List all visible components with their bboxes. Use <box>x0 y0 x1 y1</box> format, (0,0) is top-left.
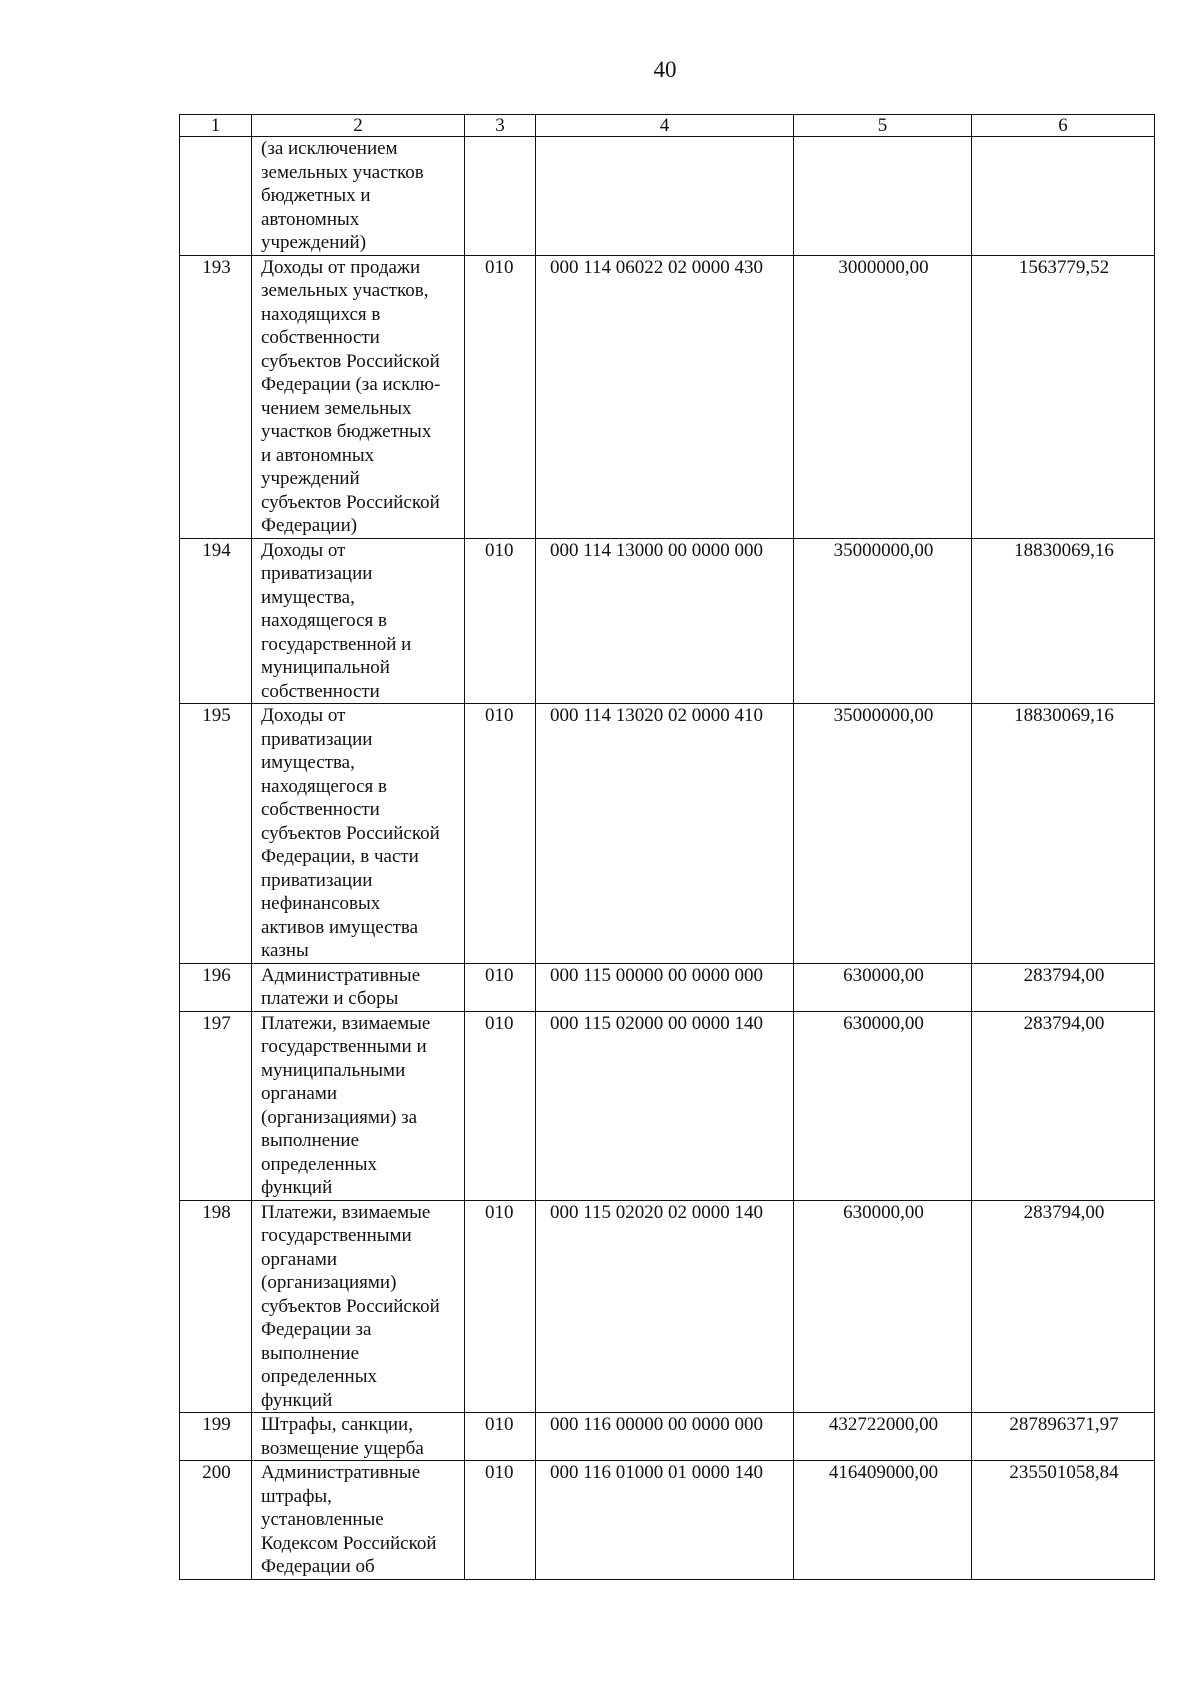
revenue-name-line: чением земельных <box>261 397 412 419</box>
revenue-name-line: штрафы, <box>261 1485 332 1507</box>
revenue-name-line: государственной и <box>261 633 412 655</box>
revenue-name-line: активов имущества <box>261 916 419 938</box>
revenue-name-line: (организациями) за <box>261 1106 418 1128</box>
revenue-name-cell <box>252 1200 465 1413</box>
admin-code-cell: 010 <box>465 538 536 704</box>
revenue-name-line: субъектов Российской <box>261 822 440 844</box>
plan-amount-cell: 630000,00 <box>794 963 972 1011</box>
revenue-name-line: приватизации <box>261 563 373 584</box>
revenue-name-line: государственными и <box>261 1036 427 1057</box>
revenue-name-line: Штрафы, санкции, <box>261 1414 413 1435</box>
row-number-cell <box>180 137 252 256</box>
revenue-name-line: выполнение <box>261 1130 360 1151</box>
column-header: 1 <box>180 115 252 137</box>
revenue-name-line: функций <box>261 1177 333 1198</box>
budget-code-cell <box>536 137 794 256</box>
revenue-name-cell <box>252 1011 465 1200</box>
revenue-name-line: Административные <box>261 964 421 986</box>
revenue-name-line: субъектов Российской <box>261 1295 440 1317</box>
row-number-cell: 196 <box>180 963 252 1011</box>
table-row <box>180 538 1155 704</box>
actual-amount-cell: 18830069,16 <box>972 538 1155 704</box>
revenue-name-line: установленные <box>261 1509 384 1530</box>
revenue-name-line: участков бюджетных <box>261 421 432 442</box>
revenue-name-line: казны <box>261 940 309 961</box>
admin-code-cell: 010 <box>465 1413 536 1461</box>
revenue-name-line: Федерации об <box>261 1556 375 1577</box>
revenue-name-line: и автономных <box>261 444 375 466</box>
revenue-name-line: Кодексом Российской <box>261 1532 437 1554</box>
actual-amount-cell: 18830069,16 <box>972 704 1155 964</box>
actual-amount-cell <box>972 137 1155 256</box>
budget-code-cell: 000 115 02020 02 0000 140 <box>536 1200 794 1413</box>
row-number-cell: 193 <box>180 255 252 538</box>
revenue-name-cell <box>252 255 465 538</box>
table-row <box>180 1011 1155 1200</box>
revenue-name-line: имущества, <box>261 752 355 773</box>
revenue-name-line: учреждений) <box>261 232 367 253</box>
revenue-name-line: нефинансовых <box>261 893 381 914</box>
column-number-row <box>180 115 1155 137</box>
revenue-name-line: субъектов Российской <box>261 350 440 372</box>
row-number-cell: 195 <box>180 704 252 964</box>
plan-amount-cell <box>794 137 972 256</box>
revenue-name-line: выполнение <box>261 1342 360 1364</box>
revenue-name-line: функций <box>261 1389 333 1411</box>
budget-code-cell: 000 115 02000 00 0000 140 <box>536 1011 794 1200</box>
row-number-cell: 198 <box>180 1200 252 1413</box>
revenue-name-line: субъектов Российской <box>261 491 440 513</box>
plan-amount-cell: 630000,00 <box>794 1200 972 1413</box>
revenue-name-line: Платежи, взимаемые <box>261 1201 431 1223</box>
revenue-name-cell <box>252 538 465 704</box>
revenue-name-line: (за исключением <box>261 138 398 159</box>
plan-amount-cell: 35000000,00 <box>794 704 972 964</box>
revenue-name-line: муниципальной <box>261 657 390 678</box>
budget-code-cell: 000 114 13020 02 0000 410 <box>536 704 794 964</box>
row-number-cell: 199 <box>180 1413 252 1461</box>
actual-amount-cell: 283794,00 <box>972 1200 1155 1413</box>
revenue-name-line: Платежи, взимаемые <box>261 1012 431 1034</box>
plan-amount-cell: 35000000,00 <box>794 538 972 704</box>
revenue-name-line: Доходы от <box>261 705 346 726</box>
revenue-name-line: собственности <box>261 680 380 702</box>
revenue-name-cell <box>252 1461 465 1580</box>
plan-amount-cell: 432722000,00 <box>794 1413 972 1461</box>
row-number-cell: 194 <box>180 538 252 704</box>
revenue-name-line: бюджетных и <box>261 185 371 206</box>
revenue-name-line: Федерации за <box>261 1319 372 1340</box>
revenue-name-line: Доходы от <box>261 539 346 561</box>
revenue-name-line: приватизации <box>261 728 373 750</box>
budget-code-cell: 000 116 00000 00 0000 000 <box>536 1413 794 1461</box>
table-row <box>180 1413 1155 1461</box>
revenue-name-line: земельных участков, <box>261 280 429 301</box>
actual-amount-cell: 283794,00 <box>972 1011 1155 1200</box>
table-row <box>180 704 1155 964</box>
budget-code-cell: 000 114 06022 02 0000 430 <box>536 255 794 538</box>
revenue-name-line: определенных <box>261 1153 377 1175</box>
plan-amount-cell: 416409000,00 <box>794 1461 972 1580</box>
revenue-name-line: определенных <box>261 1366 377 1387</box>
revenue-name-line: находящихся в <box>261 303 381 325</box>
column-header: 6 <box>972 115 1155 137</box>
revenue-name-line: органами <box>261 1083 338 1104</box>
budget-code-cell: 000 115 00000 00 0000 000 <box>536 963 794 1011</box>
actual-amount-cell: 1563779,52 <box>972 255 1155 538</box>
revenue-name-line: автономных <box>261 208 360 230</box>
table-row <box>180 1461 1155 1580</box>
revenue-name-line: муниципальными <box>261 1059 406 1081</box>
row-number-cell: 197 <box>180 1011 252 1200</box>
revenue-name-line: имущества, <box>261 586 355 608</box>
revenue-name-line: земельных участков <box>261 161 424 183</box>
table-row <box>180 963 1155 1011</box>
revenue-name-cell <box>252 137 465 256</box>
revenue-name-line: собственности <box>261 327 380 348</box>
column-header: 3 <box>465 115 536 137</box>
row-number-cell: 200 <box>180 1461 252 1580</box>
admin-code-cell <box>465 137 536 256</box>
actual-amount-cell: 235501058,84 <box>972 1461 1155 1580</box>
plan-amount-cell: 3000000,00 <box>794 255 972 538</box>
revenue-name-line: платежи и сборы <box>261 988 399 1009</box>
revenue-name-line: находящегося в <box>261 610 387 631</box>
admin-code-cell: 010 <box>465 704 536 964</box>
page-number: 40 <box>653 57 677 82</box>
column-header: 2 <box>252 115 465 137</box>
revenue-name-line: находящегося в <box>261 775 387 797</box>
admin-code-cell: 010 <box>465 1461 536 1580</box>
column-header: 5 <box>794 115 972 137</box>
revenue-name-line: Федерации) <box>261 515 358 536</box>
revenue-name-line: (организациями) <box>261 1272 397 1293</box>
revenue-name-line: государственными <box>261 1225 412 1246</box>
admin-code-cell: 010 <box>465 1011 536 1200</box>
admin-code-cell: 010 <box>465 255 536 538</box>
revenue-name-cell <box>252 704 465 964</box>
revenue-name-line: Доходы от продажи <box>261 256 421 278</box>
revenue-name-line: учреждений <box>261 468 360 489</box>
admin-code-cell: 010 <box>465 963 536 1011</box>
revenue-name-line: органами <box>261 1248 338 1270</box>
revenue-name-cell <box>252 1413 465 1461</box>
table-row <box>180 255 1155 538</box>
revenue-name-line: возмещение ущерба <box>261 1437 424 1459</box>
revenue-name-line: Административные <box>261 1462 421 1483</box>
revenue-name-cell <box>252 963 465 1011</box>
table-row <box>180 1200 1155 1413</box>
actual-amount-cell: 287896371,97 <box>972 1413 1155 1461</box>
plan-amount-cell: 630000,00 <box>794 1011 972 1200</box>
revenue-name-line: собственности <box>261 799 380 820</box>
admin-code-cell: 010 <box>465 1200 536 1413</box>
revenue-name-line: приватизации <box>261 869 373 891</box>
budget-code-cell: 000 116 01000 01 0000 140 <box>536 1461 794 1580</box>
revenue-name-line: Федерации, в части <box>261 846 419 867</box>
revenue-name-line: Федерации (за исклю- <box>261 374 441 395</box>
revenue-table <box>179 114 1155 1580</box>
column-header: 4 <box>536 115 794 137</box>
budget-code-cell: 000 114 13000 00 0000 000 <box>536 538 794 704</box>
table-row <box>180 137 1155 256</box>
actual-amount-cell: 283794,00 <box>972 963 1155 1011</box>
